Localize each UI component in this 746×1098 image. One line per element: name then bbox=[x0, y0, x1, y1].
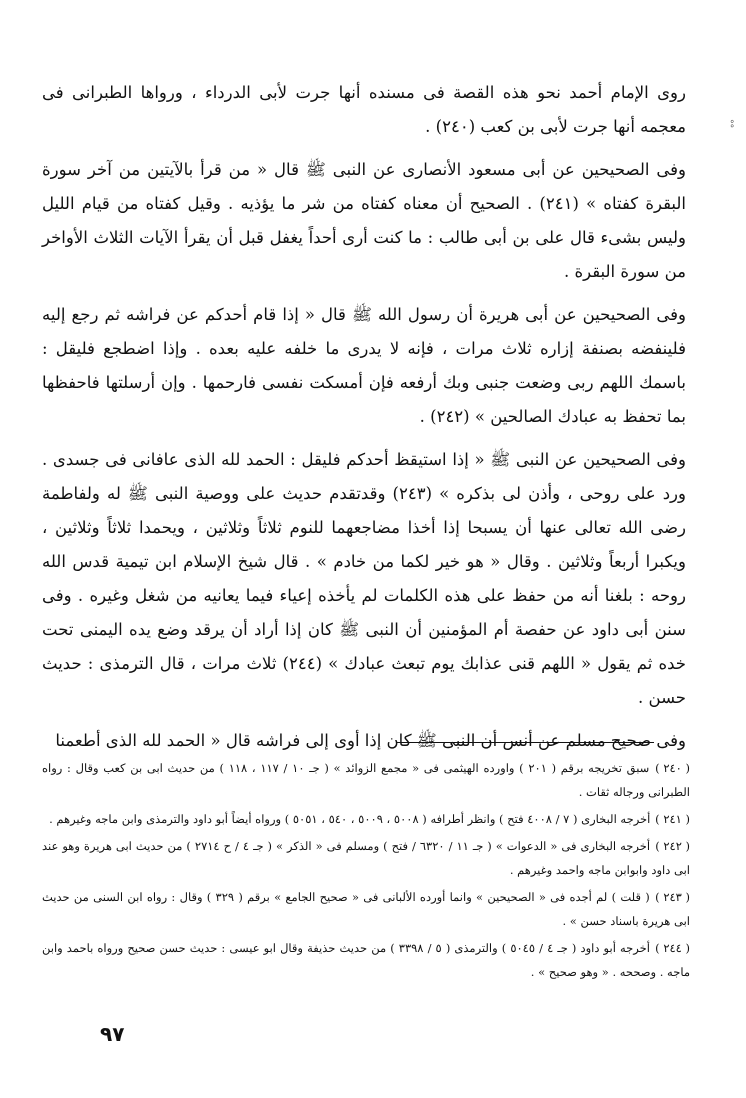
footnote-text: أخرجه أبو داود ( جـ ٤ / ٥٠٤٥ ) والترمذى ( ٥ / ٣٣٩٨ ) من حديث حذيفة وقال ابو عيسى : حديث حسن صحيح ورواه باحمد وابن ماجه . وصححه . « وهو صحيح » . bbox=[42, 941, 690, 979]
footnote-text: أخرجه البخارى ( ٧ / ٤٠٠٨ فتح ) وانظر أطرافه ( ٥٠٠٨ ، ٥٠٠٩ ، ٥٤٠ ، ٥٠٥١ ) ورواه أيضاً أبو داود والترمذى وابن ماجه وغيرهم . bbox=[49, 812, 651, 826]
footnote-text: أخرجه البخارى فى « الدعوات » ( جـ ١١ / ٦٣٢٠ / فتح ) ومسلم فى « الذكر » ( جـ ٤ / ح ٢٧١٤ ) من حديث ابى هريرة وهو عند ابى داود وابوابن ماجه واحمد وغيرهم . bbox=[42, 839, 690, 877]
footnote-243 bbox=[42, 885, 690, 933]
page-number: ٩٧ bbox=[100, 1022, 125, 1046]
paragraph-5: وفى صحيح مسلم عن أنس أن النبى ﷺ كان إذا أوى إلى فراشه قال « الحمد لله الذى أطعمنا bbox=[55, 731, 686, 750]
footnote-number: ( ٢٤٤ ) bbox=[655, 941, 690, 955]
paragraph-4: وفى الصحيحين عن النبى ﷺ « إذا استيقظ أحدكم فليقل : الحمد لله الذى عافانى فى جسدى . ورد على روحى ، وأذن لى بذكره » (٢٤٣) وقدتقدم حديث على ووصية النبى ﷺ له ولفاطمة رضى الله تعالى عنها أن يسبحا إذا أخذا مضاجعهما للنوم ثلاثاً وثلاثين ، ويحمدا ثلاثاً وثلاثين ، ويكبرا أربعاً وثلاثين . وقال « هو خير لكما من خادم » . قال شيخ الإسلام ابن تيمية قدس الله روحه : بلغنا أنه من حفظ على هذه الكلمات لم يأخذه إعياء فيما يعانيه من شغل وغيره . وفى سنن أبى داود عن حفصة أم المؤمنين أن النبى ﷺ كان إذا أراد أن يرقد وضع يده اليمنى تحت خده ثم يقول « اللهم قنى عذابك يوم تبعث عبادك » (٢٤٤) ثلاث مرات ، قال الترمذى : حديث حسن . bbox=[42, 450, 687, 707]
footnote-number: ( ٢٤٠ ) bbox=[655, 761, 691, 775]
paragraph-1: روى الإمام أحمد نحو هذه القصة فى مسنده أنها جرت لأبى الدرداء ، ورواها الطبرانى فى معجمه أنها جرت لأبى بن كعب (٢٤٠) . bbox=[42, 83, 686, 136]
footnote-divider bbox=[396, 742, 654, 743]
main-text bbox=[42, 76, 686, 767]
footnote-240 bbox=[42, 756, 690, 804]
paragraph-2: وفى الصحيحين عن أبى مسعود الأنصارى عن النبى ﷺ قال « من قرأ بالآيتين من آخر سورة البقرة كفتاه » (٢٤١) . الصحيح أن معناه كفتاه من شر ما يؤذيه . وقيل كفتاه من قيام الليل وليس بشىء قال على بن أبى طالب : ما كنت أرى أحداً يغفل قبل أن يقرأ الآيات الثلاث الأواخر من سورة البقرة . bbox=[42, 160, 687, 281]
footnote-text: سبق تخريجه برقم ( ٢٠١ ) واورده الهيثمى فى « مجمع الزوائد » ( جـ ١٠ / ١١٧ ، ١١٨ ) من حديث ابى بن كعب وقال : رواه الطبرانى ورجاله ثقات . bbox=[42, 761, 690, 799]
footnote-242 bbox=[42, 834, 690, 882]
footnote-241 bbox=[42, 807, 690, 831]
footnote-244 bbox=[42, 936, 690, 984]
footnotes bbox=[42, 756, 690, 987]
footnote-number: ( ٢٤٢ ) bbox=[655, 839, 691, 853]
footnote-text: ( قلت ) لم أجده فى « الصحيحين » وانما أورده الألبانى فى « صحيح الجامع » برقم ( ٣٢٩ ) وقال : رواه ابن السنى من حديث ابى هريرة باسناد حسن » . bbox=[42, 890, 690, 928]
footnote-number: ( ٢٤٣ ) bbox=[655, 890, 691, 904]
margin-mark: ⦂ bbox=[730, 116, 734, 130]
paragraph-3: وفى الصحيحين عن أبى هريرة أن رسول الله ﷺ قال « إذا قام أحدكم عن فراشه ثم رجع إليه فلينفضه بصنفة إزاره ثلاث مرات ، فإنه لا يدرى ما خلفه عليه بعده . وإذا اضطجع فليقل : باسمك اللهم ربى وضعت جنبى وبك أرفعه فإن أمسكت نفسى فارحمها . وإن أرسلتها فاحفظها بما تحفظ به عبادك الصالحين » (٢٤٢) . bbox=[42, 305, 686, 426]
footnote-number: ( ٢٤١ ) bbox=[655, 812, 690, 826]
